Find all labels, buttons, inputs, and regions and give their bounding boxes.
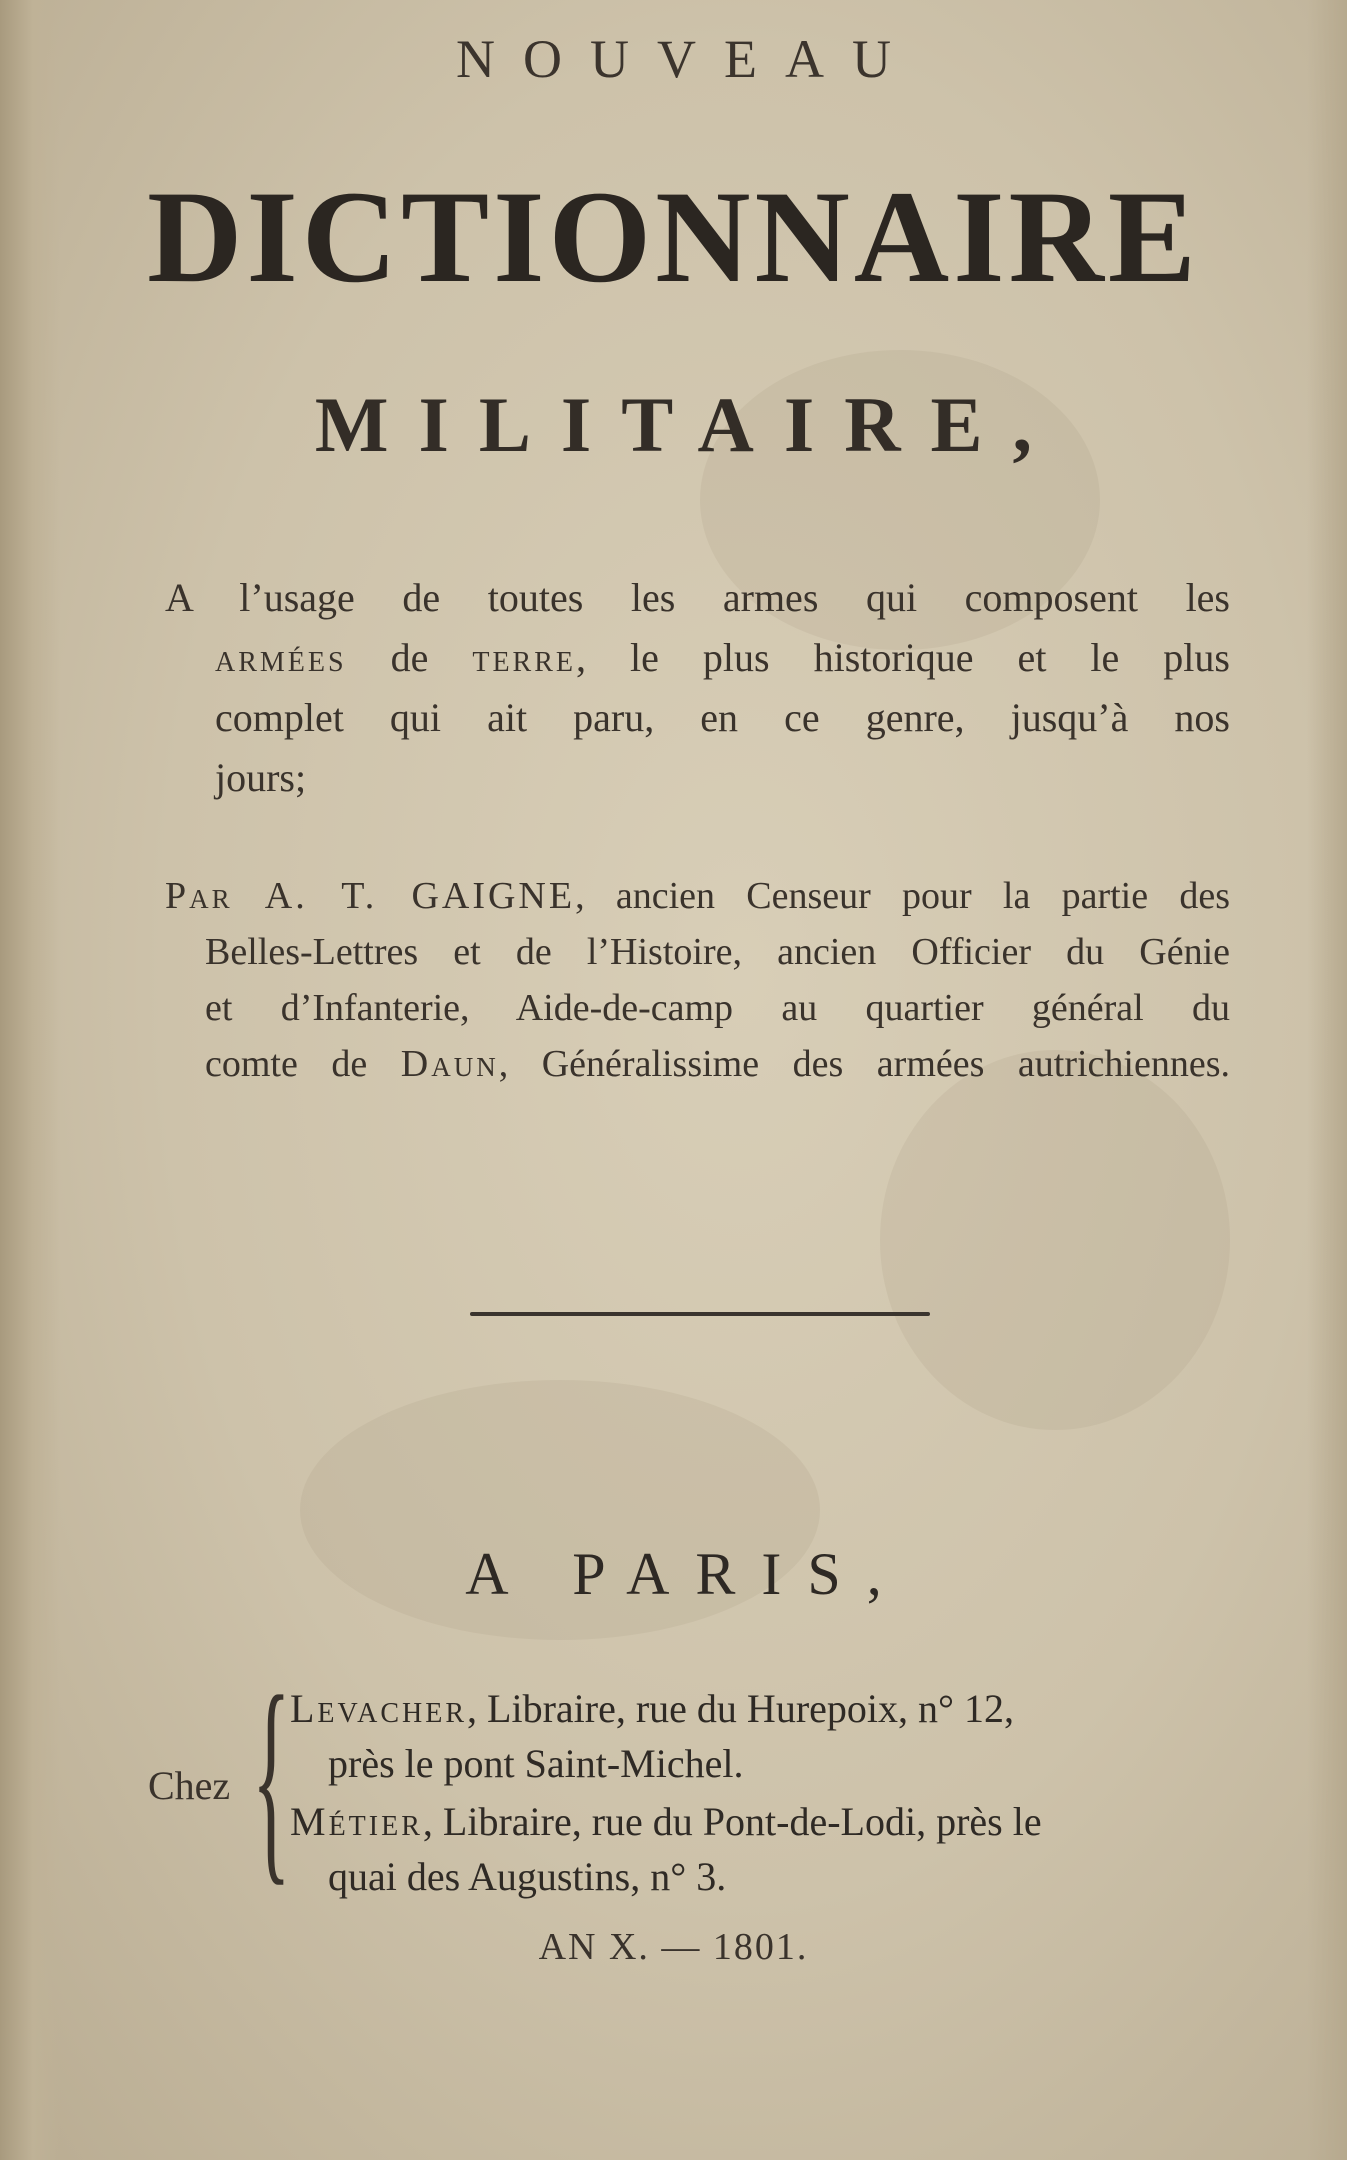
subtitle-line: jours; [215,755,307,800]
subtitle-fragment: de [346,635,473,680]
paper-stain [880,1050,1230,1430]
subtitle-line [165,628,1230,688]
author-line [165,1036,1230,1092]
title-dictionnaire: DICTIONNAIRE [147,163,1200,310]
divider-rule [470,1312,930,1316]
author-paragraph [165,868,1230,1092]
author-line: et d’Infanterie, Aide-de-camp au quartier général du [205,987,1230,1029]
seller-address: , Libraire, rue du Hurepoix, n° 12, [467,1686,1014,1731]
seller-name: Métier [290,1799,423,1844]
author-line [165,868,1230,924]
par-word: Par [165,875,233,917]
terre-word: terre [472,635,577,680]
subtitle-line: complet qui ait paru, en ce genre, jusqu’à nos [215,695,1230,740]
author-fragment: comte de [205,1043,401,1085]
armees-word: armées [215,635,347,680]
seller-metier-line2: quai des Augustins, n° 3. [328,1854,727,1899]
author-fragment: , ancien Censeur pour la partie des [575,875,1230,917]
author-fragment: , Généralissime des armées autrichiennes. [498,1043,1231,1085]
imprint-city: A PARIS, [465,1541,908,1607]
author-line: Belles-Lettres et de l’Histoire, ancien Officier du Génie [205,931,1230,973]
seller-name: Levacher [290,1686,468,1731]
publication-date: AN X. — 1801. [538,1926,809,1968]
title-nouveau: NOUVEAU [456,29,919,89]
subtitle-paragraph [165,568,1230,808]
title-militaire: MILITAIRE, [314,381,1063,468]
author-name: A. T. GAIGNE [232,875,576,917]
seller-levacher [290,1685,1014,1732]
daun-name: Daun [400,1043,499,1085]
subtitle-line: A l’usage de toutes les armes qui composent les [165,575,1230,620]
seller-address: , Libraire, rue du Pont-de-Lodi, près le [422,1799,1042,1844]
chez-label: Chez [148,1763,231,1808]
seller-metier [290,1798,1042,1845]
subtitle-fragment: , le plus historique et le plus [576,635,1230,680]
brace-symbol: { [252,1649,291,1904]
seller-levacher-line2: près le pont Saint-Michel. [328,1741,744,1786]
